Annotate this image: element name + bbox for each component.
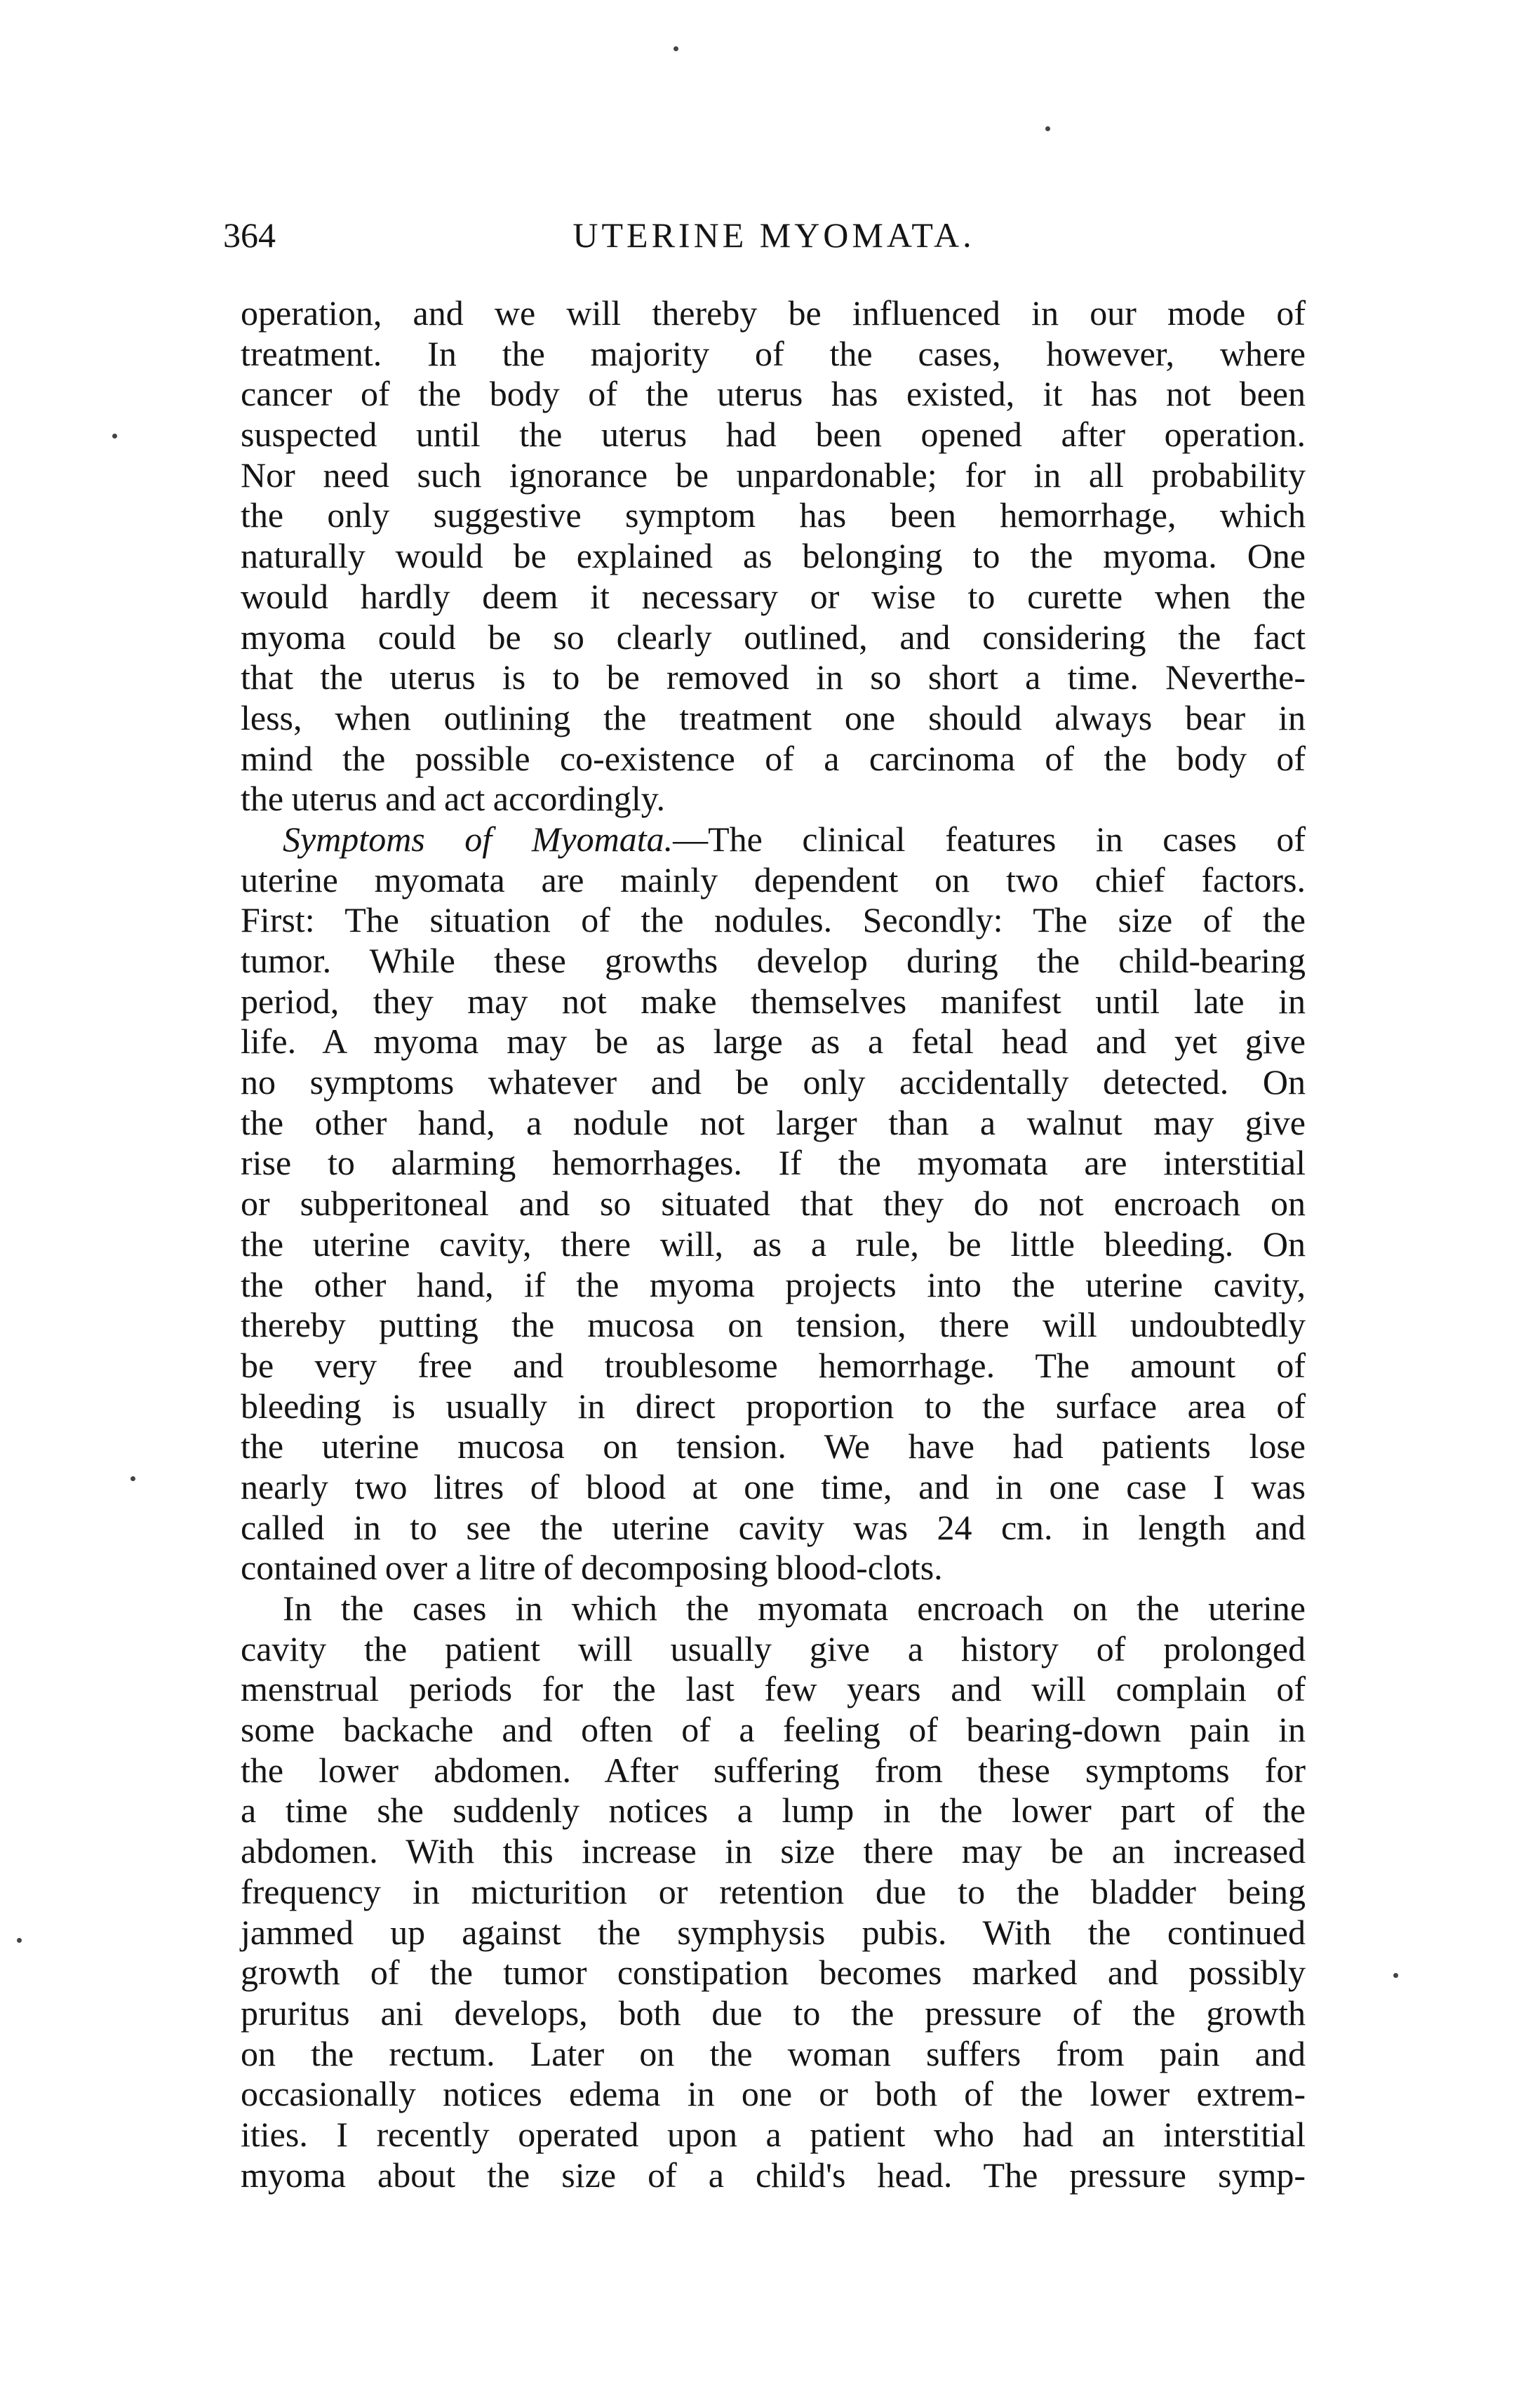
- text-line: the only suggestive symptom has been hemorrhage, which: [241, 495, 1306, 535]
- text-line: that the uterus is to be removed in so short a time. Neverthe-: [241, 657, 1306, 697]
- text-line: the other hand, if the myoma projects into the uterine cavity,: [241, 1264, 1306, 1304]
- text-line: First: The situation of the nodules. Secondly: The size of the: [241, 900, 1306, 940]
- text-line: naturally would be explained as belonging to the myoma. One: [241, 536, 1306, 576]
- print-speck: [673, 46, 678, 51]
- text-line: rise to alarming hemorrhages. If the myomata are interstitial: [241, 1143, 1306, 1183]
- text-line: myoma could be so clearly outlined, and considering the fact: [241, 617, 1306, 657]
- text-line: or subperitoneal and so situated that they do not encroach on: [241, 1184, 1306, 1224]
- text-line-remainder: —The clinical features in cases of: [673, 819, 1306, 859]
- text-line: no symptoms whatever and be only accidentally detected. On: [241, 1062, 1306, 1102]
- text-line: growth of the tumor constipation becomes marked and possibly: [241, 1953, 1306, 1993]
- text-line: period, they may not make themselves manifest until late in: [241, 981, 1306, 1021]
- text-line: suspected until the uterus had been opened after operation.: [241, 415, 1306, 455]
- print-speck: [130, 1476, 135, 1481]
- page-number: 364: [223, 215, 276, 255]
- section-opening-line: [241, 820, 1306, 860]
- text-line: operation, and we will thereby be influenced in our mode of: [241, 293, 1306, 333]
- text-line: Nor need such ignorance be unpardonable; for in all probability: [241, 455, 1306, 495]
- text-line: mind the possible co-existence of a carcinoma of the body of: [241, 738, 1306, 778]
- text-line: on the rectum. Later on the woman suffers from pain and: [241, 2033, 1306, 2073]
- text-line: the lower abdomen. After suffering from these symptoms for: [241, 1750, 1306, 1790]
- text-line: the uterine cavity, there will, as a rule, be little bleeding. On: [241, 1224, 1306, 1264]
- running-head: UTERINE MYOMATA.: [572, 215, 975, 255]
- text-line: called in to see the uterine cavity was 24 cm. in length and: [241, 1507, 1306, 1547]
- text-line: uterine myomata are mainly dependent on two chief factors.: [241, 859, 1306, 899]
- text-line: ities. I recently operated upon a patient who had an interstitial: [241, 2114, 1306, 2154]
- body-text: [241, 293, 1306, 2195]
- text-line: would hardly deem it necessary or wise to curette when the: [241, 576, 1306, 616]
- text-line: treatment. In the majority of the cases, however, where: [241, 333, 1306, 373]
- text-line: bleeding is usually in direct proportion to the surface area of: [241, 1386, 1306, 1426]
- print-speck: [17, 1938, 22, 1943]
- text-line: tumor. While these growths develop during the child-bearing: [241, 941, 1306, 980]
- text-line: a time she suddenly notices a lump in the lower part of the: [241, 1791, 1306, 1831]
- text-line: menstrual periods for the last few years and will complain of: [241, 1669, 1306, 1709]
- text-line: cancer of the body of the uterus has existed, it has not been: [241, 374, 1306, 414]
- text-line: abdomen. With this increase in size there may be an increased: [241, 1831, 1306, 1871]
- text-line: less, when outlining the treatment one should always bear in: [241, 697, 1306, 737]
- print-speck: [1393, 1973, 1398, 1978]
- text-line: jammed up against the symphysis pubis. With the continued: [241, 1912, 1306, 1952]
- text-line: myoma about the size of a child's head. The pressure symp-: [241, 2155, 1306, 2195]
- page-header: [223, 207, 1325, 263]
- text-line: contained over a litre of decomposing blood-clots.: [241, 1548, 943, 1588]
- text-line: frequency in micturition or retention due to the bladder being: [241, 1871, 1306, 1911]
- text-line: cavity the patient will usually give a history of prolonged: [241, 1628, 1306, 1668]
- section-heading: Symptoms of Myomata.: [283, 819, 673, 859]
- text-line: nearly two litres of blood at one time, and in one case I was: [241, 1466, 1306, 1506]
- text-line: pruritus ani develops, both due to the pressure of the growth: [241, 1993, 1306, 2033]
- text-line: In the cases in which the myomata encroach on the uterine: [283, 1588, 1306, 1628]
- text-line: occasionally notices edema in one or both of the lower extrem-: [241, 2074, 1306, 2114]
- text-line: be very free and troublesome hemorrhage. The amount of: [241, 1345, 1306, 1385]
- print-speck: [112, 434, 117, 439]
- text-line: the uterus and act accordingly.: [241, 779, 666, 819]
- text-line: some backache and often of a feeling of bearing-down pain in: [241, 1710, 1306, 1750]
- text-line: the uterine mucosa on tension. We have had patients lose: [241, 1426, 1306, 1466]
- text-line: thereby putting the mucosa on tension, there will undoubtedly: [241, 1305, 1306, 1345]
- text-line: the other hand, a nodule not larger than a walnut may give: [241, 1102, 1306, 1142]
- print-speck: [1045, 126, 1050, 131]
- text-line: life. A myoma may be as large as a fetal head and yet give: [241, 1022, 1306, 1062]
